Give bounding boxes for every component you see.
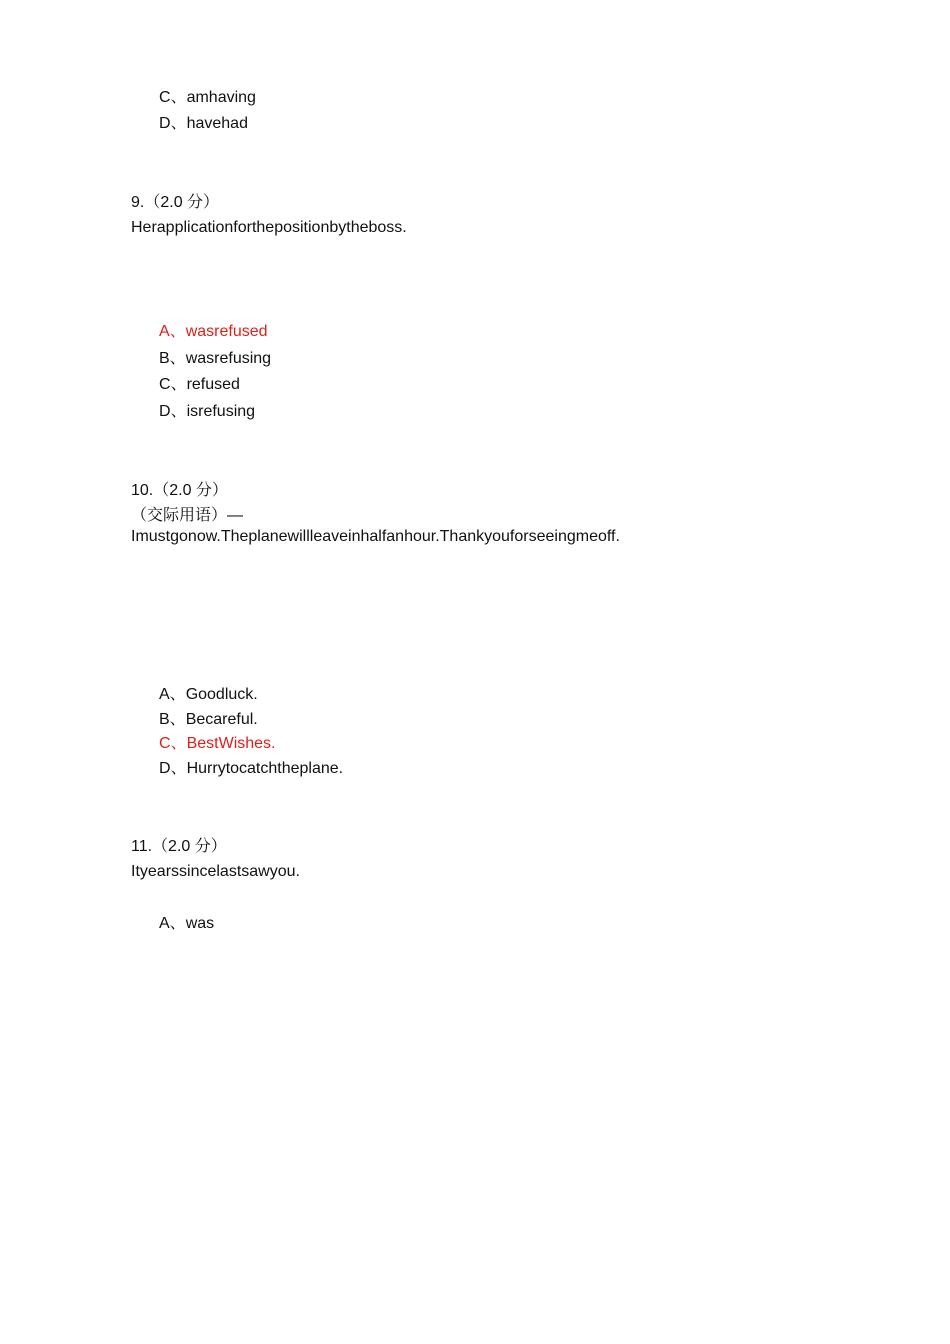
question-9-prompt: Herapplicationforthepositionbytheboss. [131,219,407,236]
option-separator: 、 [169,350,186,367]
question-10-prompt-line-2: Imustgonow.Theplanewillleaveinhalfanhour.Thankyouforseeingmeoff. [131,528,620,545]
question-10-prompt-line-1: （交际用语）— [131,507,244,524]
question-10-option-d[interactable] [159,759,343,779]
question-9-header: 9.（2.0 分） [131,194,220,211]
option-letter: C [159,735,171,752]
option-c-prev[interactable] [159,88,256,108]
option-separator: 、 [170,760,187,777]
option-text: Hurrytocatchtheplane. [186,760,344,777]
option-separator: 、 [170,403,187,420]
question-9-option-d[interactable] [159,402,255,422]
question-9-option-c[interactable] [159,375,240,395]
question-10-option-a[interactable] [159,685,258,705]
option-letter: A [159,323,170,340]
option-separator: 、 [169,915,186,932]
question-11-option-a[interactable] [159,914,214,934]
option-text: Becareful. [185,711,258,728]
question-10-option-c[interactable] [159,734,276,754]
option-separator: 、 [169,323,186,340]
option-separator: 、 [169,686,186,703]
option-letter: D [159,115,171,132]
option-separator: 、 [170,376,187,393]
option-letter: A [159,915,170,932]
option-letter: B [159,350,170,367]
question-9-option-a[interactable] [159,322,268,342]
option-letter: D [159,760,171,777]
option-letter: C [159,89,171,106]
question-11-header: 11.（2.0 分） [131,838,227,855]
option-separator: 、 [170,89,187,106]
option-letter: C [159,376,171,393]
option-text: amhaving [186,89,256,106]
option-separator: 、 [170,115,187,132]
option-text: was [185,915,215,932]
option-text: Goodluck. [185,686,258,703]
option-letter: B [159,711,170,728]
option-separator: 、 [170,735,187,752]
option-d-prev[interactable] [159,114,248,134]
question-9-option-b[interactable] [159,349,271,369]
option-text: wasrefusing [185,350,272,367]
option-text: BestWishes. [186,735,276,752]
option-text: refused [186,376,240,393]
option-text: havehad [186,115,248,132]
question-11-prompt: Ityearssincelastsawyou. [131,863,300,880]
option-separator: 、 [169,711,186,728]
option-letter: A [159,686,170,703]
option-text: wasrefused [185,323,268,340]
option-letter: D [159,403,171,420]
question-10-header: 10.（2.0 分） [131,482,228,499]
question-10-option-b[interactable] [159,710,258,730]
option-text: isrefusing [186,403,256,420]
